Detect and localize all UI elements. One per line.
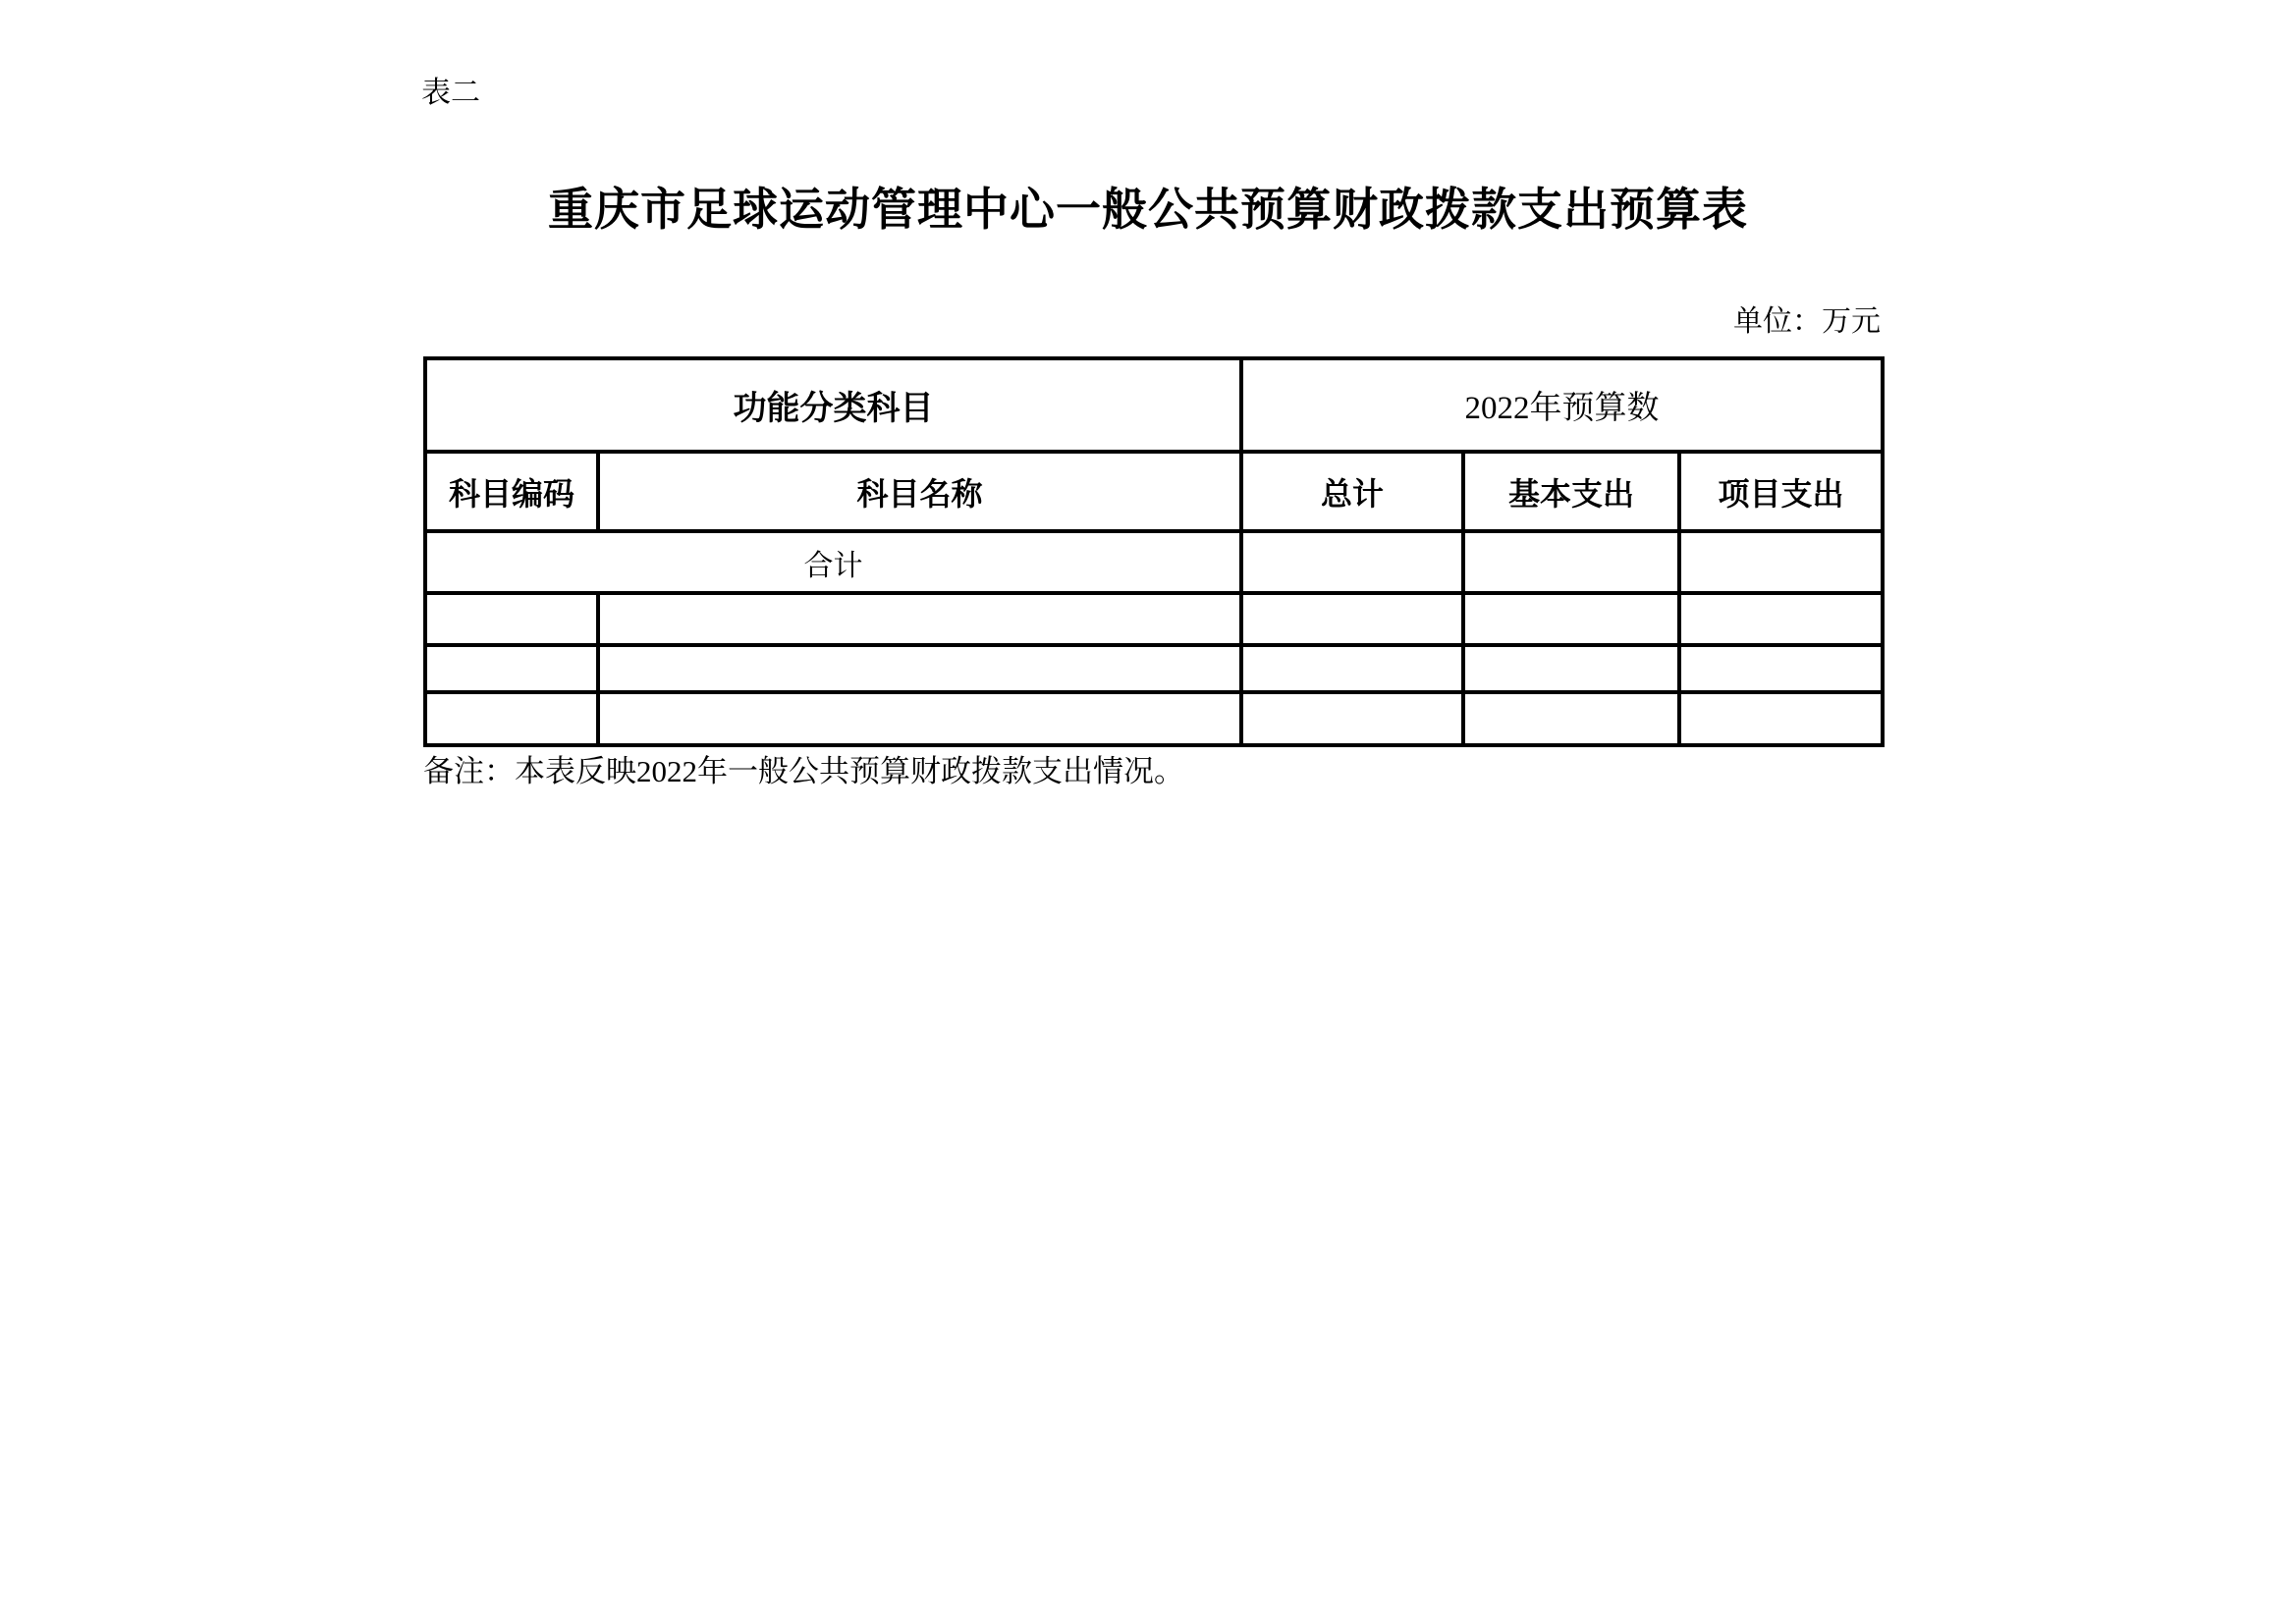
basic-cell xyxy=(1463,645,1679,692)
basic-cell xyxy=(1463,692,1679,745)
code-cell xyxy=(425,645,598,692)
total-cell xyxy=(1241,593,1463,645)
col-header-total: 总计 xyxy=(1241,452,1463,531)
col-header-subject-name: 科目名称 xyxy=(598,452,1241,531)
unit-note: 单位：万元 xyxy=(1733,305,1881,338)
col-header-subject-code: 科目编码 xyxy=(425,452,598,531)
col-header-project-expenditure: 项目支出 xyxy=(1679,452,1883,531)
table-row xyxy=(425,593,1883,645)
name-cell xyxy=(598,593,1241,645)
page-title: 重庆市足球运动管理中心一般公共预算财政拨款支出预算表 xyxy=(548,185,1748,235)
total-row-basic-cell xyxy=(1463,531,1679,593)
project-cell xyxy=(1679,645,1883,692)
name-cell xyxy=(598,692,1241,745)
total-row-label: 合计 xyxy=(425,531,1241,593)
group-header-2022-budget: 2022年预算数 xyxy=(1241,358,1883,452)
group-header-row xyxy=(425,358,1883,452)
col-header-basic-expenditure: 基本支出 xyxy=(1463,452,1679,531)
table-number-label: 表二 xyxy=(421,77,480,109)
budget-table xyxy=(423,356,1885,747)
project-cell xyxy=(1679,593,1883,645)
code-cell xyxy=(425,692,598,745)
group-header-function-classification: 功能分类科目 xyxy=(425,358,1241,452)
total-cell xyxy=(1241,692,1463,745)
column-header-row xyxy=(425,452,1883,531)
project-cell xyxy=(1679,692,1883,745)
code-cell xyxy=(425,593,598,645)
name-cell xyxy=(598,645,1241,692)
total-row-project-cell xyxy=(1679,531,1883,593)
total-row xyxy=(425,531,1883,593)
table-row xyxy=(425,645,1883,692)
total-row-total-cell xyxy=(1241,531,1463,593)
total-cell xyxy=(1241,645,1463,692)
basic-cell xyxy=(1463,593,1679,645)
table-row xyxy=(425,692,1883,745)
footnote: 备注：本表反映2022年一般公共预算财政拨款支出情况。 xyxy=(423,754,1184,788)
